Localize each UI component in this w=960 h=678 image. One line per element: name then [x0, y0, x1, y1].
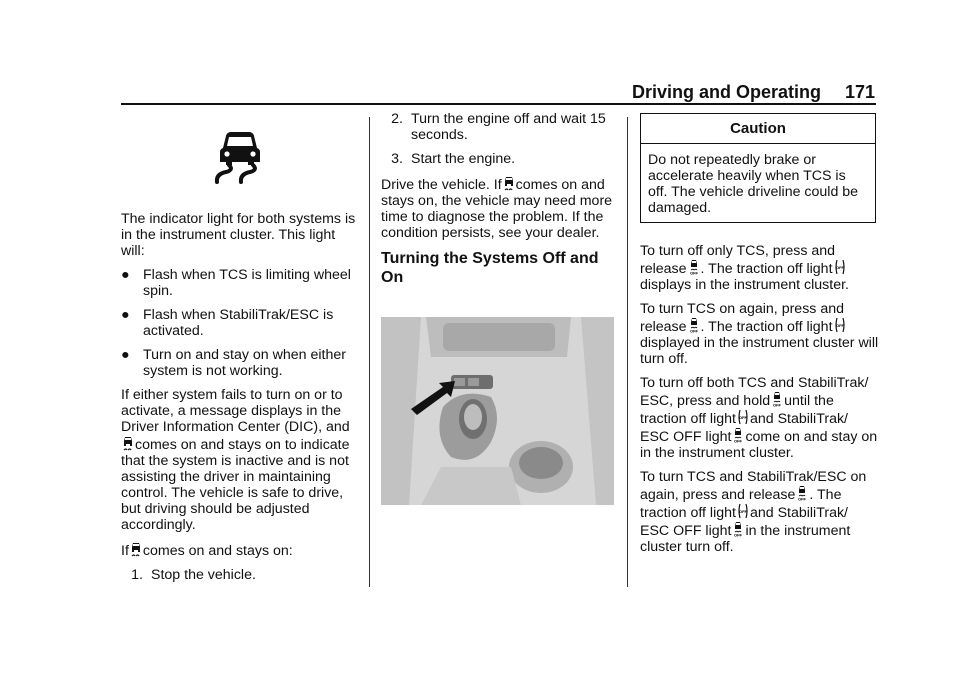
console-button-photo [381, 317, 614, 505]
caution-box [640, 113, 876, 223]
header-rule [121, 103, 876, 105]
section-heading: Turning the Systems Off and On [381, 250, 599, 286]
if-paragraph: If comes on and stays on: [121, 543, 293, 559]
traction-button-icon [732, 521, 744, 537]
traction-button-icon [771, 391, 783, 407]
step-2: 2. Turn the engine off and wait 15 seconds. [391, 111, 606, 143]
skidding-car-icon [130, 541, 142, 557]
both-off-paragraph: To turn off both TCS and StabiliTrak/ ESC, press and hold until the traction off light and StabiliTrak/ ESC OFF light come on and stay on in the instrument cluster. [640, 375, 878, 461]
column-2 [381, 111, 617, 297]
traction-button-icon [688, 317, 700, 333]
failure-paragraph: If either system fails to turn on or to activate, a message displays in the Driver Information Center (DIC), and comes on and stays on to indicate that the system is inactive and is not assisting the driver in maintaining control. The vehicle is safe to drive, but driving should be adjusted accordingly. [121, 387, 350, 533]
traction-button-icon [688, 259, 700, 275]
drive-paragraph: Drive the vehicle. If comes on and stays on, the vehicle may need more time to diagnose the problem. If the condition persists, see your dealer. [381, 177, 613, 241]
tcs-on-paragraph: To turn TCS on again, press and release . The traction off light displayed in the instrument cluster will turn off. [640, 301, 879, 367]
skidding-car-icon [214, 130, 266, 184]
list-item: ● Flash when TCS is limiting wheel spin. [121, 267, 351, 299]
tcs-off-icon [737, 503, 749, 519]
caution-body: Do not repeatedly brake or accelerate heavily when TCS is off. The vehicle driveline could be damaged. [648, 152, 859, 216]
list-item: ● Turn on and stay on when either system is not working. [121, 347, 346, 379]
skidding-car-icon [503, 175, 515, 191]
column-divider-right [627, 117, 628, 587]
page-number: 171 [845, 82, 876, 102]
section-title: Driving and Operating [632, 82, 822, 102]
list-item: ● Flash when StabiliTrak/ESC is activated. [121, 307, 334, 339]
traction-button-icon [796, 485, 808, 501]
tcs-off-paragraph: To turn off only TCS, press and release . The traction off light displays in the instrument cluster. [640, 243, 849, 293]
caution-title: Caution [641, 114, 875, 144]
column-divider-left [369, 117, 370, 587]
tcs-off-icon [834, 259, 846, 275]
tcs-off-icon [834, 317, 846, 333]
skidding-car-icon [122, 435, 134, 451]
both-on-paragraph: To turn TCS and StabiliTrak/ESC on again, press and release . The traction off light and StabiliTrak/ ESC OFF light in the instrument cluster turn off. [640, 469, 867, 555]
intro-paragraph: The indicator light for both systems is in the instrument cluster. This light will: [121, 211, 356, 259]
step-3: 3. Start the engine. [391, 151, 516, 167]
step-1: 1. Stop the vehicle. [131, 567, 256, 583]
column-3 [640, 113, 880, 563]
tcs-off-icon [737, 409, 749, 425]
column-1 [121, 211, 359, 591]
traction-button-icon [732, 427, 744, 443]
